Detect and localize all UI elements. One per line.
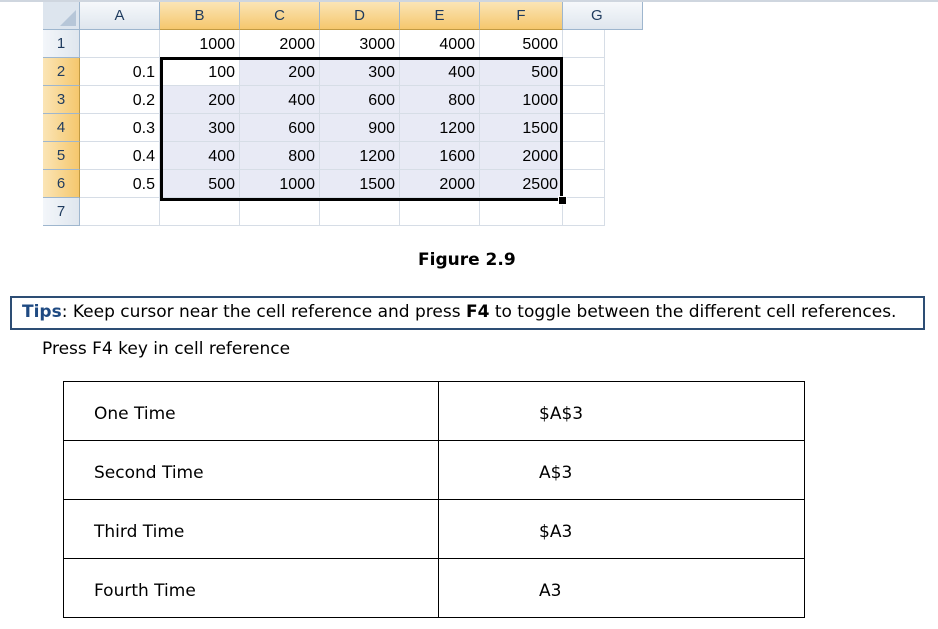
table-row <box>64 559 805 618</box>
figure-caption: Figure 2.9 <box>418 250 516 270</box>
tips-key: F4 <box>465 302 490 322</box>
cell-f6[interactable]: 2500 <box>480 170 563 198</box>
cell-b1[interactable]: 1000 <box>160 30 240 58</box>
cell-e2[interactable]: 400 <box>400 58 480 86</box>
reference-table <box>63 381 805 618</box>
cell-d5[interactable]: 1200 <box>320 142 400 170</box>
cell-b5[interactable]: 400 <box>160 142 240 170</box>
table-row <box>64 500 805 559</box>
cell-d3[interactable]: 600 <box>320 86 400 114</box>
column-header-f[interactable]: F <box>480 2 563 30</box>
tips-box <box>10 296 925 330</box>
cell-b6[interactable]: 500 <box>160 170 240 198</box>
cell-c1[interactable]: 2000 <box>240 30 320 58</box>
cell-c6[interactable]: 1000 <box>240 170 320 198</box>
row-header-1[interactable]: 1 <box>43 30 80 58</box>
tips-label: Tips <box>22 302 62 322</box>
cell-c3[interactable]: 400 <box>240 86 320 114</box>
row-header-5[interactable]: 5 <box>43 142 80 170</box>
cell-d7[interactable] <box>320 198 400 226</box>
cell-d2[interactable]: 300 <box>320 58 400 86</box>
cell-f2[interactable]: 500 <box>480 58 563 86</box>
cell-g1[interactable] <box>563 30 605 58</box>
row-header-7[interactable]: 7 <box>43 198 80 226</box>
cell-a2[interactable]: 0.1 <box>80 58 160 86</box>
column-header-c[interactable]: C <box>240 2 320 30</box>
cell-a6[interactable]: 0.5 <box>80 170 160 198</box>
tips-text-after: to toggle between the different cell references. <box>489 302 897 322</box>
cell-f7[interactable] <box>480 198 563 226</box>
cell-a7[interactable] <box>80 198 160 226</box>
cell-g3[interactable] <box>563 86 605 114</box>
cell-e5[interactable]: 1600 <box>400 142 480 170</box>
cell-g6[interactable] <box>563 170 605 198</box>
cell-a5[interactable]: 0.4 <box>80 142 160 170</box>
row-header-6[interactable]: 6 <box>43 170 80 198</box>
press-count-cell: Second Time <box>64 441 439 500</box>
cell-e4[interactable]: 1200 <box>400 114 480 142</box>
cell-f5[interactable]: 2000 <box>480 142 563 170</box>
row-header-4[interactable]: 4 <box>43 114 80 142</box>
press-count-cell: One Time <box>64 382 439 441</box>
cell-g4[interactable] <box>563 114 605 142</box>
cell-d1[interactable]: 3000 <box>320 30 400 58</box>
table-row <box>64 382 805 441</box>
cell-b7[interactable] <box>160 198 240 226</box>
fill-handle[interactable] <box>558 196 567 205</box>
column-header-e[interactable]: E <box>400 2 480 30</box>
cell-e1[interactable]: 4000 <box>400 30 480 58</box>
column-header-g[interactable]: G <box>563 2 643 30</box>
cell-c7[interactable] <box>240 198 320 226</box>
reference-cell: $A$3 <box>439 382 805 441</box>
cell-c2[interactable]: 200 <box>240 58 320 86</box>
cell-d4[interactable]: 900 <box>320 114 400 142</box>
cell-e6[interactable]: 2000 <box>400 170 480 198</box>
reference-cell: A$3 <box>439 441 805 500</box>
column-header-a[interactable]: A <box>80 2 160 30</box>
cell-c4[interactable]: 600 <box>240 114 320 142</box>
tips-text-before: : Keep cursor near the cell reference and press <box>61 302 466 322</box>
cell-b4[interactable]: 300 <box>160 114 240 142</box>
column-header-b[interactable]: B <box>160 2 240 30</box>
cell-b2[interactable]: 100 <box>160 58 240 86</box>
column-header-d[interactable]: D <box>320 2 400 30</box>
cell-a1[interactable] <box>80 30 160 58</box>
cell-e7[interactable] <box>400 198 480 226</box>
cell-g5[interactable] <box>563 142 605 170</box>
cell-d6[interactable]: 1500 <box>320 170 400 198</box>
press-instruction: Press F4 key in cell reference <box>42 339 291 359</box>
reference-cell: A3 <box>439 559 805 618</box>
cell-g7[interactable] <box>563 198 605 226</box>
press-count-cell: Fourth Time <box>64 559 439 618</box>
cell-f4[interactable]: 1500 <box>480 114 563 142</box>
table-row <box>64 441 805 500</box>
cell-a3[interactable]: 0.2 <box>80 86 160 114</box>
reference-cell: $A3 <box>439 500 805 559</box>
row-header-2[interactable]: 2 <box>43 58 80 86</box>
cell-b3[interactable]: 200 <box>160 86 240 114</box>
cell-f1[interactable]: 5000 <box>480 30 563 58</box>
row-header-3[interactable]: 3 <box>43 86 80 114</box>
cell-g2[interactable] <box>563 58 605 86</box>
cell-e3[interactable]: 800 <box>400 86 480 114</box>
press-count-cell: Third Time <box>64 500 439 559</box>
select-all-corner[interactable] <box>43 2 80 30</box>
cell-f3[interactable]: 1000 <box>480 86 563 114</box>
cell-a4[interactable]: 0.3 <box>80 114 160 142</box>
cell-c5[interactable]: 800 <box>240 142 320 170</box>
